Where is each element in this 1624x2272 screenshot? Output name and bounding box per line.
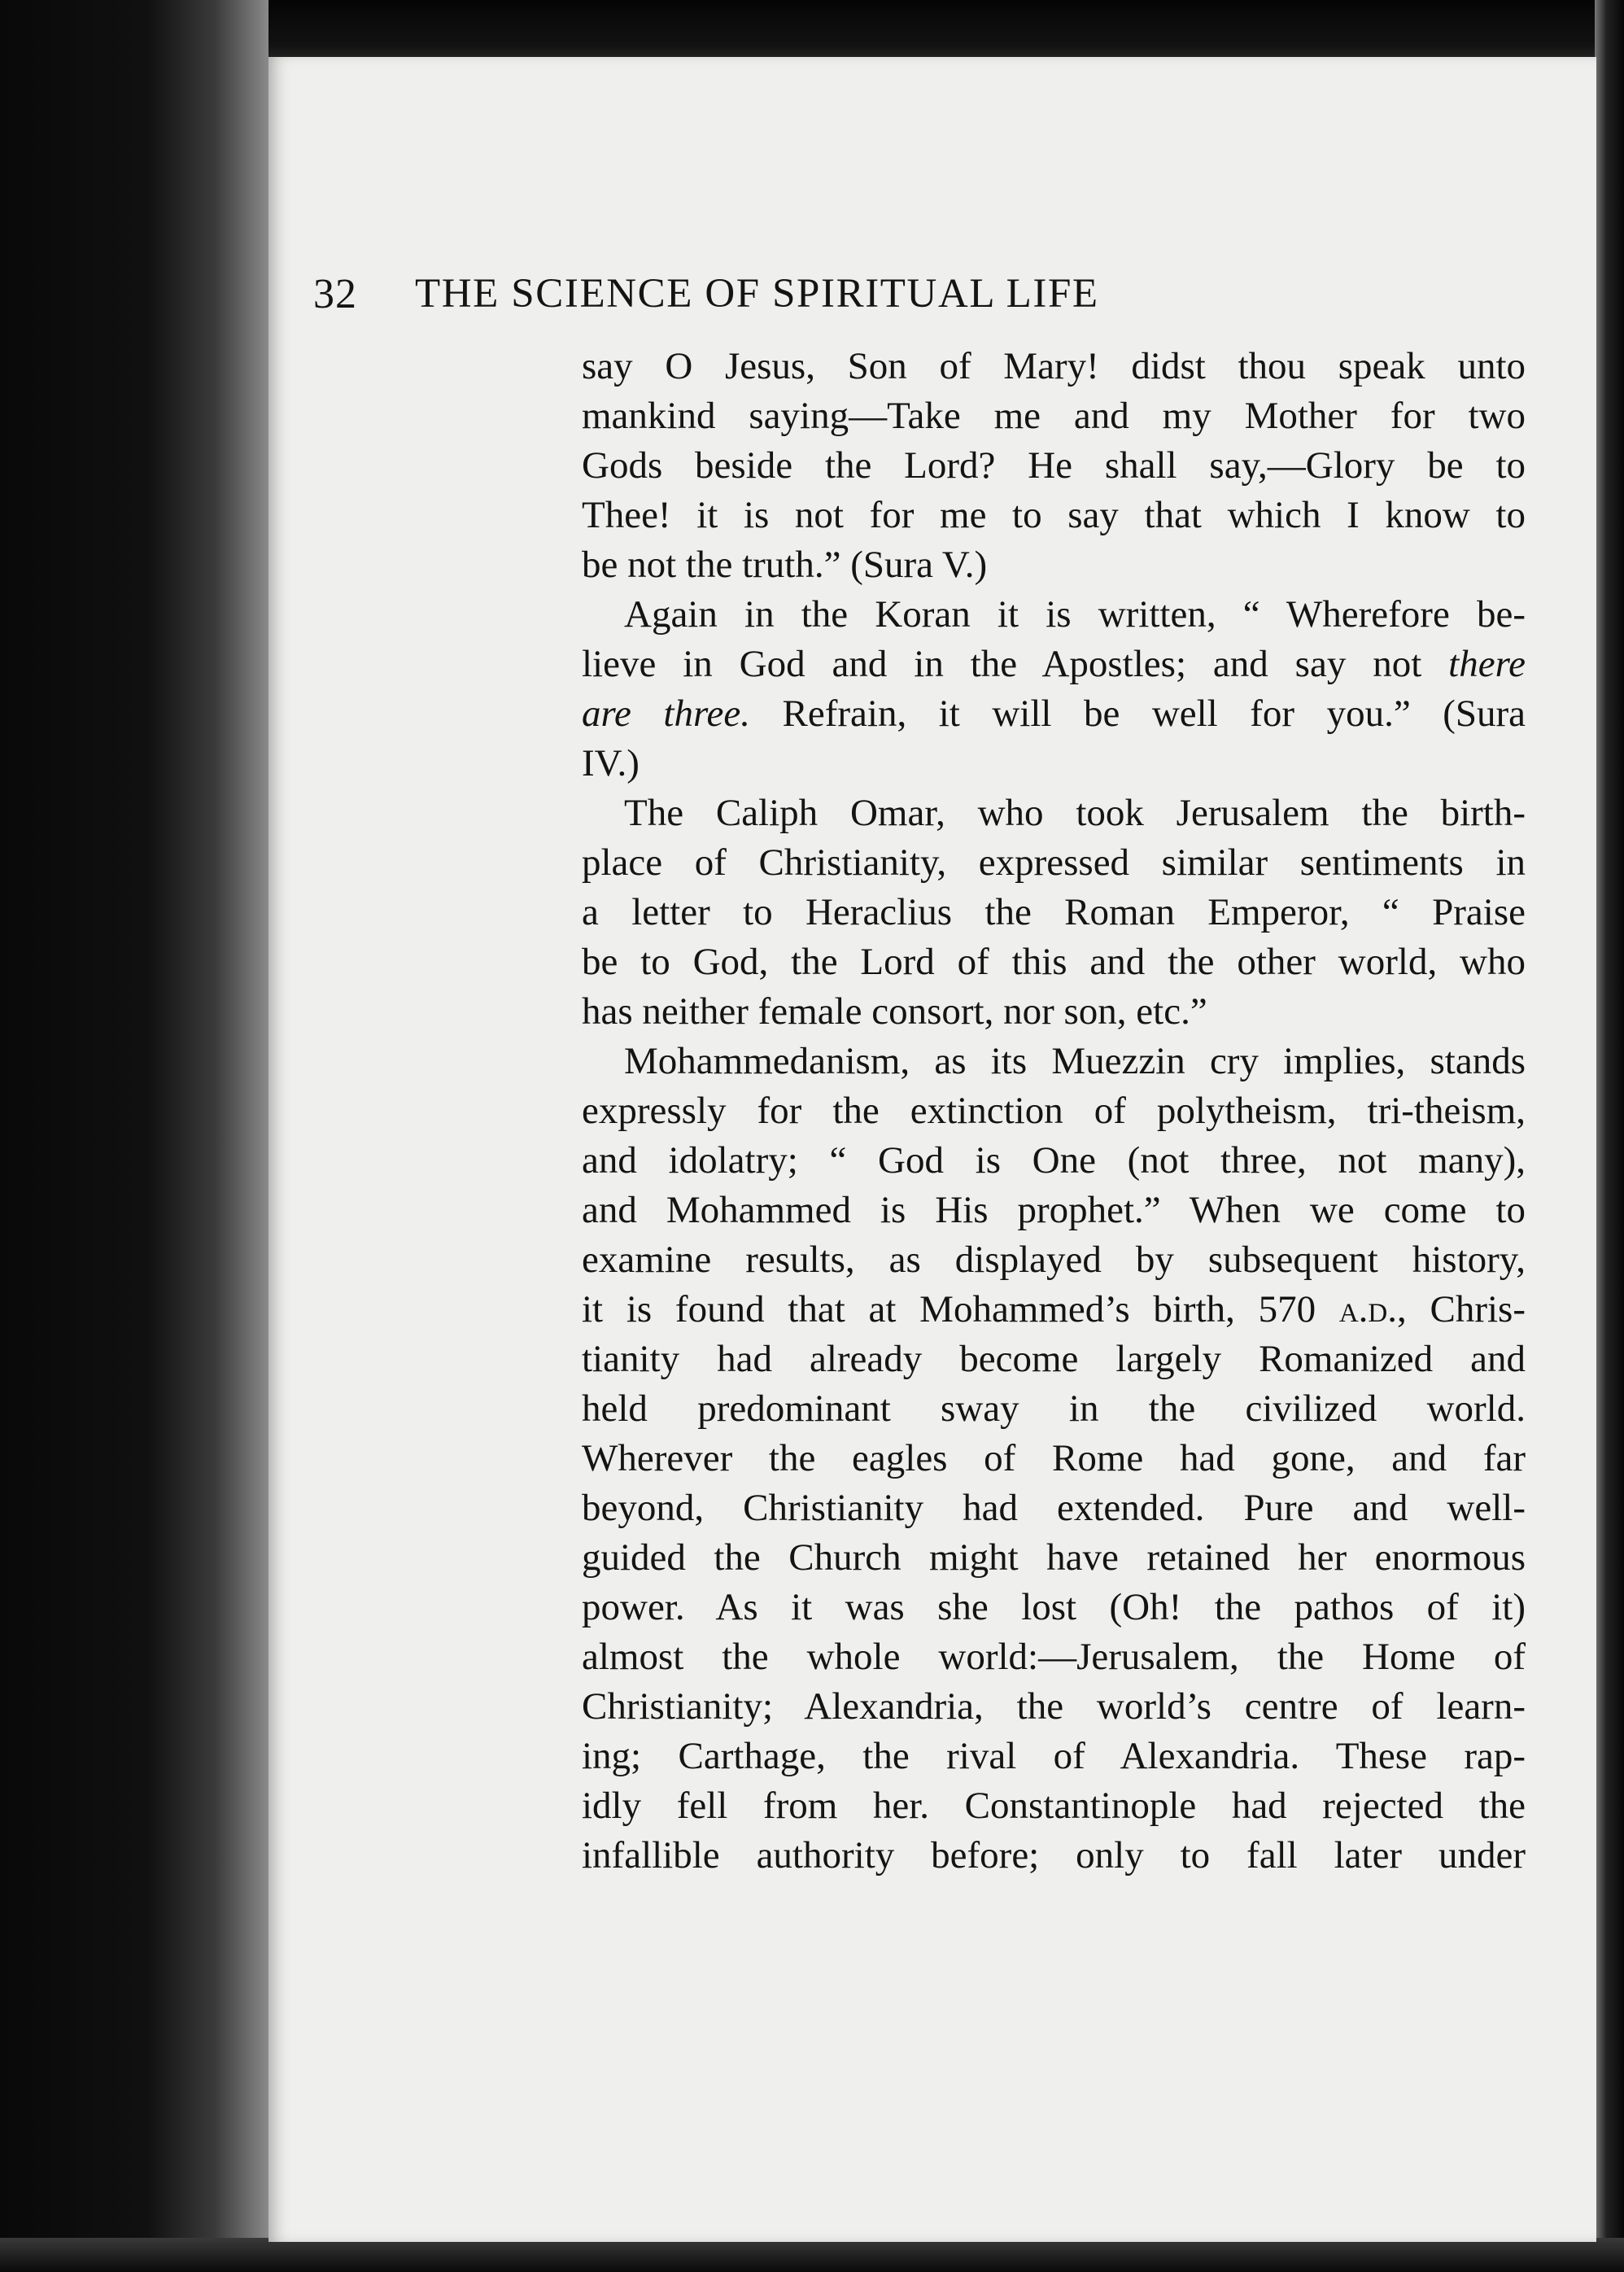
italic-fragment: are three.	[582, 693, 750, 735]
text-line: held predominant sway in the civilized world.	[582, 1387, 1526, 1430]
text-line: power. As it was she lost (Oh! the pathos of it)	[582, 1586, 1526, 1628]
text-fragment: Refrain, it will be well for you.” (Sura	[750, 693, 1526, 735]
text-line: ing; Carthage, the rival of Alexandria. These rap-	[582, 1735, 1526, 1777]
page-header	[313, 220, 1290, 317]
text-line: beyond, Christianity had extended. Pure and well-	[582, 1487, 1526, 1529]
text-line: and Mohammed is His prophet.” When we come to	[582, 1189, 1526, 1231]
running-head: THE SCIENCE OF SPIRITUAL LIFE	[415, 271, 1099, 317]
text-line: Wherever the eagles of Rome had gone, and far	[582, 1437, 1526, 1479]
text-line: The Caliph Omar, who took Jerusalem the birth-	[624, 792, 1526, 834]
text-line: almost the whole world:—Jerusalem, the Home of	[582, 1636, 1526, 1678]
text-line: examine results, as displayed by subsequent history,	[582, 1239, 1526, 1281]
text-fragment: it is found that at Mohammed’s birth, 570	[582, 1288, 1339, 1330]
text-line: Mohammedanism, as its Muezzin cry implies, stands	[624, 1040, 1526, 1082]
smallcaps-fragment: a.d.	[1338, 1288, 1398, 1330]
text-line: and idolatry; “ God is One (not three, not many),	[582, 1139, 1526, 1182]
text-line: a letter to Heraclius the Roman Emperor, “ Praise	[582, 891, 1526, 933]
text-line: has neither female consort, nor son, etc.”	[582, 990, 1207, 1033]
text-line: expressly for the extinction of polytheism, tri-theism,	[582, 1090, 1526, 1132]
italic-fragment: there	[1448, 643, 1526, 685]
text-line: idly fell from her. Constantinople had rejected the	[582, 1785, 1526, 1827]
text-line: Christianity; Alexandria, the world’s centre of learn-	[582, 1685, 1526, 1728]
text-line: Gods beside the Lord? He shall say,—Glory be to	[582, 444, 1526, 487]
text-fragment: , Chris-	[1397, 1288, 1526, 1330]
text-line: be not the truth.” (Sura V.)	[582, 544, 988, 586]
text-line: Thee! it is not for me to say that which I know to	[582, 494, 1526, 536]
scan-border-right	[1595, 0, 1624, 2272]
scan-border-left	[0, 0, 268, 2272]
text-line: infallible authority before; only to fall later under	[582, 1834, 1526, 1877]
text-line: place of Christianity, expressed similar sentiments in	[582, 841, 1526, 884]
scan-border-bottom	[0, 2238, 1624, 2272]
text-line: IV.)	[582, 742, 640, 784]
page-number: 32	[313, 271, 357, 317]
text-fragment: lieve in God and in the Apostles; and say not	[582, 643, 1449, 685]
text-line: guided the Church might have retained her enormous	[582, 1536, 1526, 1579]
text-line-with-italic	[582, 640, 1526, 689]
text-line-with-smallcaps	[582, 1285, 1526, 1335]
text-line: mankind saying—Take me and my Mother for two	[582, 395, 1526, 437]
text-line: Again in the Koran it is written, “ Wherefore be-	[624, 593, 1526, 636]
text-line: say O Jesus, Son of Mary! didst thou speak unto	[582, 345, 1526, 387]
text-line: tianity had already become largely Romanized and	[582, 1338, 1526, 1380]
text-line-with-italic	[582, 689, 1526, 739]
text-line: be to God, the Lord of this and the other world, who	[582, 941, 1526, 983]
